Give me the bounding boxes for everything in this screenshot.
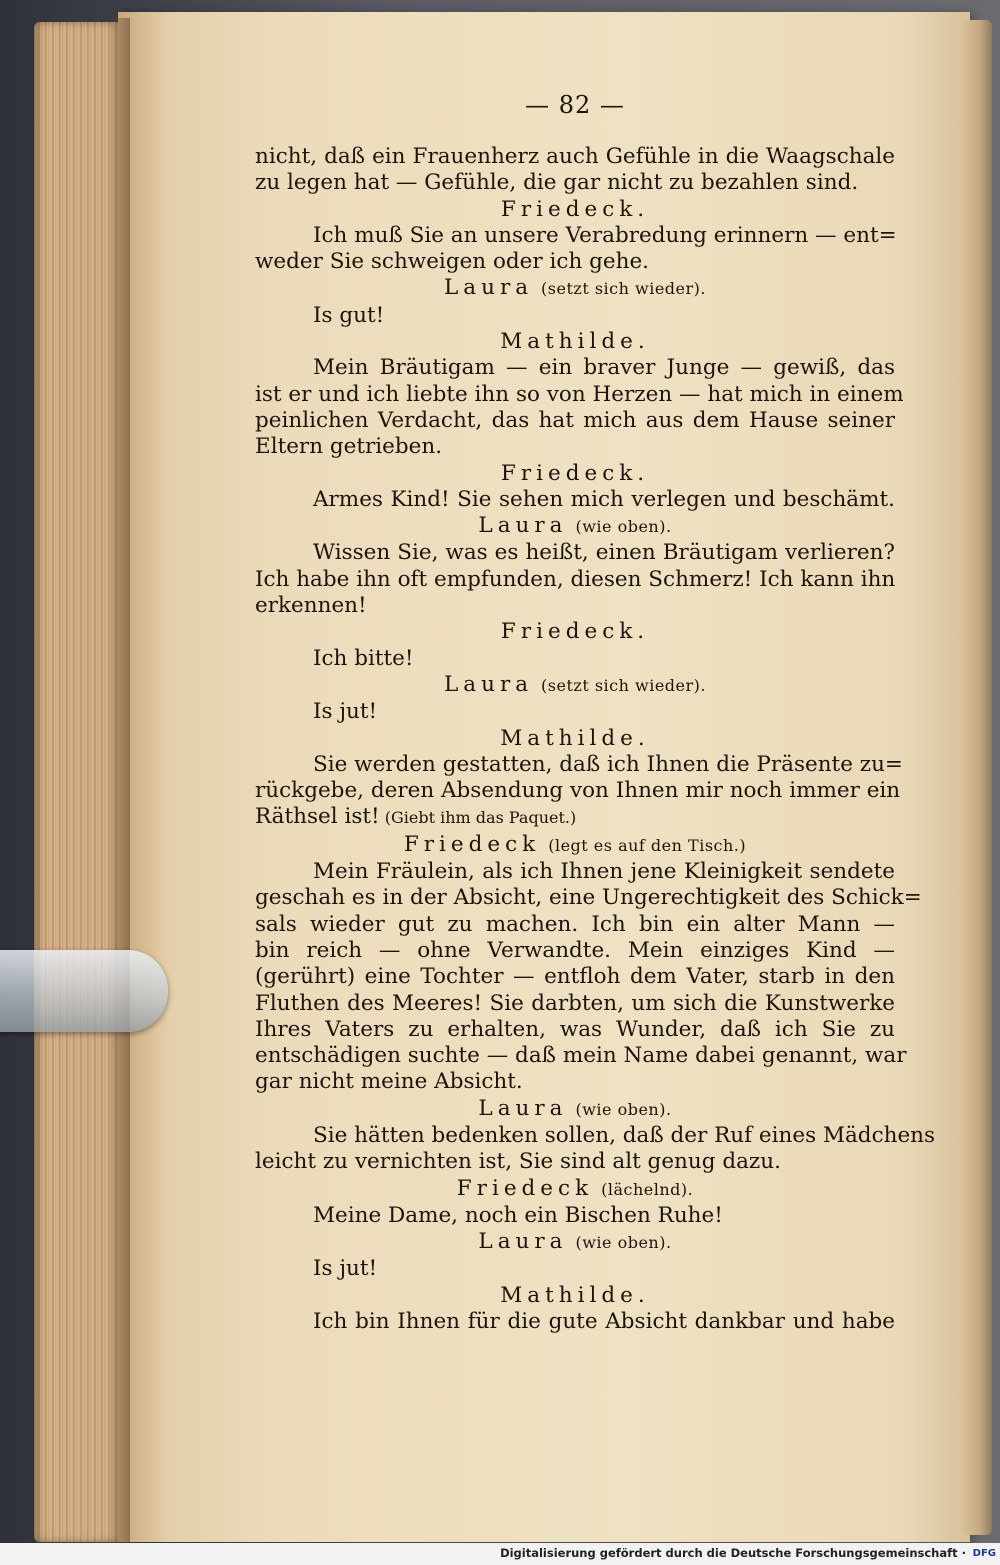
line-text: nicht, daß ein Frauenherz auch Gefühle in die Waagschale bbox=[255, 144, 895, 169]
speaker-name: Friedeck. bbox=[500, 619, 650, 645]
speaker-heading bbox=[255, 461, 895, 487]
speaker-heading bbox=[255, 672, 895, 699]
speaker-heading bbox=[255, 197, 895, 223]
text-line bbox=[255, 1256, 895, 1282]
line-text: leicht zu vernichten ist, Sie sind alt genug dazu. bbox=[255, 1149, 781, 1175]
text-line bbox=[255, 1043, 907, 1069]
speaker-name: Mathilde. bbox=[500, 329, 650, 355]
stage-direction: (wie oben). bbox=[575, 1099, 672, 1119]
line-text: peinlichen Verdacht, das hat mich aus dem Hause seiner bbox=[255, 407, 895, 433]
line-text: Is gut! bbox=[313, 302, 385, 328]
text-line bbox=[255, 487, 895, 513]
speaker-heading bbox=[255, 832, 895, 859]
speaker-name: Laura bbox=[444, 275, 534, 301]
line-text: Ich habe ihn oft empfunden, diesen Schmerz! Ich kann ihn bbox=[255, 566, 896, 592]
speaker-heading bbox=[255, 513, 895, 540]
line-text: Räthsel ist! bbox=[255, 804, 380, 830]
line-text: zu legen hat — Gefühle, die gar nicht zu bezahlen sind. bbox=[255, 170, 859, 196]
stage-direction: (wie oben). bbox=[575, 1233, 672, 1253]
text-line bbox=[255, 646, 895, 672]
line-text: Mein Fräulein, als ich Ihnen jene Kleinigkeit sendete bbox=[313, 859, 895, 885]
speaker-heading bbox=[255, 275, 895, 302]
text-line bbox=[255, 1122, 936, 1149]
text-line bbox=[255, 170, 895, 196]
text-line bbox=[255, 778, 901, 804]
stage-direction: (setzt sich wieder). bbox=[541, 279, 706, 299]
text-line bbox=[255, 567, 895, 593]
speaker-name: Laura bbox=[478, 1095, 568, 1121]
line-text: Ihres Vaters zu erhalten, was Wunder, daß ich Sie zu bbox=[255, 1016, 895, 1042]
line-text: entschädigen suchte — daß mein Name dabei genannt, war bbox=[255, 1043, 907, 1069]
speaker-heading bbox=[255, 1176, 895, 1203]
line-text: Wissen Sie, was es heißt, einen Bräutigam verlieren? bbox=[313, 540, 895, 566]
speaker-heading bbox=[255, 329, 895, 355]
text-line bbox=[255, 223, 895, 249]
glass-page-clamp bbox=[0, 950, 168, 1032]
line-text: Eltern getrieben. bbox=[255, 434, 443, 460]
line-text: Armes Kind! Sie sehen mich verlegen und beschämt. bbox=[313, 486, 895, 512]
text-line bbox=[255, 1069, 895, 1095]
text-line bbox=[255, 991, 895, 1017]
line-text: gar nicht meine Absicht. bbox=[255, 1069, 523, 1095]
line-text: rückgebe, deren Absendung von Ihnen mir noch immer ein bbox=[255, 778, 901, 804]
line-text: sals wieder gut zu machen. Ich bin ein alter Mann — bbox=[255, 911, 895, 937]
speaker-heading bbox=[255, 1283, 895, 1309]
speaker-name: Friedeck bbox=[456, 1175, 594, 1201]
speaker-name: Friedeck bbox=[403, 831, 541, 857]
line-text: weder Sie schweigen oder ich gehe. bbox=[255, 249, 650, 275]
text-line bbox=[255, 303, 895, 329]
speaker-heading bbox=[255, 1229, 895, 1256]
text-line bbox=[255, 804, 895, 831]
line-text: ist er und ich liebte ihn so von Herzen — hat mich in einem bbox=[255, 381, 904, 407]
speaker-heading bbox=[255, 726, 895, 752]
text-line bbox=[255, 249, 895, 275]
line-text: Ich bin Ihnen für die gute Absicht dankbar und habe bbox=[313, 1309, 895, 1335]
line-text: Meine Dame, noch ein Bischen Ruhe! bbox=[313, 1202, 723, 1228]
line-text: Mein Bräutigam — ein braver Junge — gewiß, das bbox=[313, 355, 895, 381]
text-line bbox=[255, 1203, 895, 1229]
line-text: Sie werden gestatten, daß ich Ihnen die Präsente zu= bbox=[313, 751, 903, 777]
speaker-name: Laura bbox=[478, 513, 568, 539]
text-line bbox=[255, 1309, 895, 1335]
text-line bbox=[255, 699, 895, 725]
text-line bbox=[255, 964, 895, 990]
speaker-name: Laura bbox=[444, 671, 534, 697]
speaker-heading bbox=[255, 1096, 895, 1123]
speaker-heading bbox=[255, 619, 895, 645]
stage-direction: (Giebt ihm das Paquet.) bbox=[379, 808, 577, 828]
text-line bbox=[255, 144, 895, 170]
speaker-name: Laura bbox=[478, 1229, 568, 1255]
speaker-name: Mathilde. bbox=[500, 1282, 650, 1308]
line-text: Is jut! bbox=[313, 1256, 378, 1282]
speaker-name: Mathilde. bbox=[500, 725, 650, 751]
text-line bbox=[255, 1017, 895, 1043]
text-line bbox=[255, 938, 895, 964]
line-text: Sie hätten bedenken sollen, daß der Ruf eines Mädchens bbox=[313, 1122, 936, 1148]
spine-shadow bbox=[110, 18, 130, 1548]
page-text-block bbox=[255, 90, 936, 1335]
line-text: geschah es in der Absicht, eine Ungerechtigkeit des Schick= bbox=[255, 885, 922, 911]
stage-direction: (setzt sich wieder). bbox=[541, 675, 706, 695]
text-line bbox=[255, 434, 895, 460]
text-line bbox=[255, 355, 895, 381]
line-text: Fluthen des Meeres! Sie darbten, um sich die Kunstwerke bbox=[255, 990, 895, 1016]
text-line bbox=[255, 885, 922, 911]
funding-notice: Digitalisierung gefördert durch die Deutsche Forschungsgemeinschaft · bbox=[500, 1546, 966, 1560]
text-line bbox=[255, 1149, 895, 1175]
speaker-name: Friedeck. bbox=[500, 460, 650, 486]
line-text: Ich bitte! bbox=[313, 645, 414, 671]
line-text: erkennen! bbox=[255, 593, 367, 619]
page-number: — 82 — bbox=[525, 91, 625, 119]
line-text: bin reich — ohne Verwandte. Mein einziges Kind — bbox=[255, 937, 895, 963]
line-text: (gerührt) eine Tochter — entfloh dem Vater, starb in den bbox=[255, 964, 895, 990]
line-text: Is jut! bbox=[313, 699, 378, 725]
text-line bbox=[255, 859, 895, 885]
text-line bbox=[255, 408, 895, 434]
text-line bbox=[255, 540, 895, 566]
text-line bbox=[255, 593, 895, 619]
text-line bbox=[255, 751, 903, 778]
page-right-edge bbox=[962, 20, 992, 1535]
stage-direction: (lächelnd). bbox=[601, 1179, 694, 1199]
line-text: Ich muß Sie an unsere Verabredung erinnern — ent= bbox=[313, 222, 897, 248]
stage-direction: (legt es auf den Tisch.) bbox=[548, 835, 747, 855]
text-line bbox=[255, 381, 904, 408]
dfg-logo: DFG bbox=[972, 1548, 996, 1559]
stage-direction: (wie oben). bbox=[575, 517, 672, 537]
text-line bbox=[255, 912, 895, 938]
text-lines bbox=[255, 144, 936, 1335]
speaker-name: Friedeck. bbox=[500, 196, 650, 222]
